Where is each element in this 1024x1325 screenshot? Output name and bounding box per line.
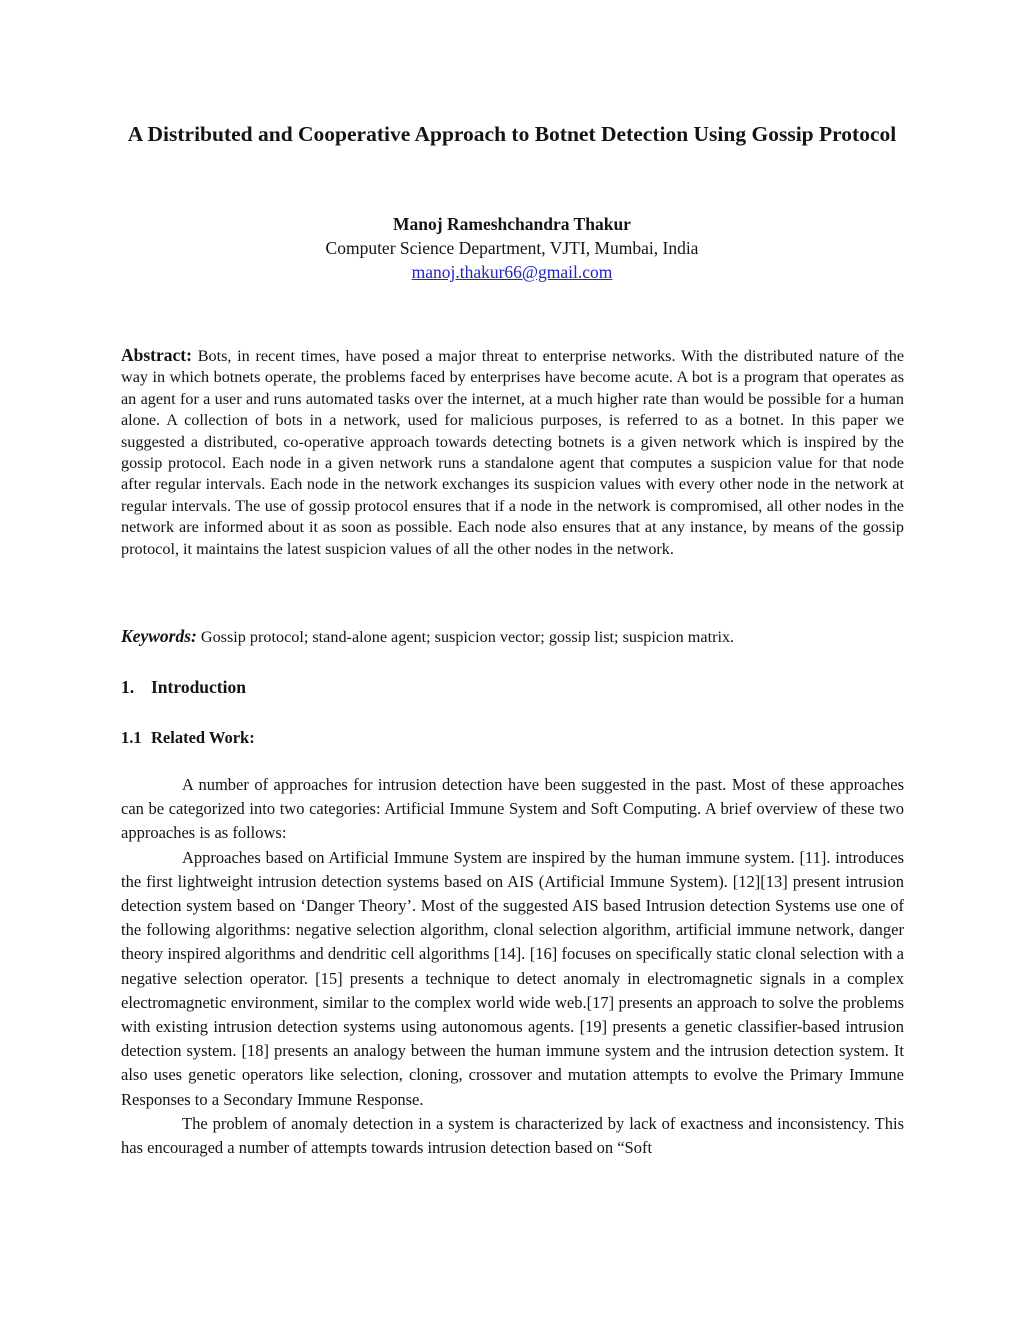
abstract-text: Bots, in recent times, have posed a major threat to enterprise networks. With the distributed nature of the way in which botnets operate, the problems faced by enterprises have become acute. A bot is a program that operates as an agent for a user and runs automated tasks over the internet, at a much higher rate than would be possible for a human alone. A collection of bots in a network, used for malicious purposes, is referred to as a botnet. In this paper we suggested a distributed, co-operative approach towards detecting botnets is a given network which is inspired by the gossip protocol. Each node in a given network runs a standalone agent that computes a suspicion value for that node after regular intervals. Each node in the network exchanges its suspicion values with every other node in the network at regular intervals. The use of gossip protocol ensures that if a node in the network is compromised, all other nodes in the network are informed about it as soon as possible. Each node also ensures that at any instance, by means of the gossip protocol, it maintains the latest suspicion values of all the other nodes in the network. [121, 347, 905, 558]
abstract [121, 345, 904, 560]
author-affiliation: Computer Science Department, VJTI, Mumbai, India [325, 238, 699, 258]
author-name: Manoj Rameshchandra Thakur [393, 214, 631, 234]
paragraph: The problem of anomaly detection in a system is characterized by lack of exactness and inconsistency. This has encouraged a number of attempts towards intrusion detection based on “Soft [121, 1113, 904, 1158]
subsection-heading-related-work [121, 726, 255, 750]
keywords-label: Keywords: [121, 626, 197, 646]
section-number: 1. [121, 677, 135, 697]
keywords [121, 625, 904, 648]
body-text [121, 773, 904, 1160]
abstract-label: Abstract: [121, 345, 192, 365]
subsection-title: Related Work: [151, 728, 255, 747]
keywords-text: Gossip protocol; stand-alone agent; suspicion vector; gossip list; suspicion matrix. [200, 628, 735, 646]
paper-title: A Distributed and Cooperative Approach to Botnet Detection Using Gossip Protocol [127, 122, 897, 146]
author-email-link[interactable]: manoj.thakur66@gmail.com [411, 262, 613, 282]
paragraph: A number of approaches for intrusion detection have been suggested in the past. Most of these approaches can be categorized into two categories: Artificial Immune System and Soft Computing. A brief overview of these two approaches is as follows: [121, 775, 904, 843]
paragraph: Approaches based on Artificial Immune System are inspired by the human immune system. [11]. introduces the first lightweight intrusion detection systems based on AIS (Artificial Immune System). [12][13] present intrusion detection system based on ‘Danger Theory’. Most of the suggested AIS based Intrusion detection Systems use one of the following algorithms: negative selection algorithm, clonal selection algorithm, artificial immune network, danger theory inspired algorithms and dendritic cell algorithms [14]. [16] focuses on specifically static clonal selection with a negative selection operator. [15] presents a technique to detect anomaly in electromagnetic signals in a complex electromagnetic environment, similar to the complex world wide web.[17] presents an approach to solve the problems with existing intrusion detection systems using autonomous agents. [19] presents a genetic classifier-based intrusion detection system. [18] presents an analogy between the human immune system and the intrusion detection system. It also uses genetic operators like selection, cloning, crossover and mutation attempts to evolve the Primary Immune Responses to a Secondary Immune Response. [121, 847, 904, 1109]
section-heading-introduction [121, 675, 246, 699]
subsection-number: 1.1 [121, 728, 142, 747]
author-block [110, 212, 914, 284]
section-title: Introduction [151, 677, 246, 697]
